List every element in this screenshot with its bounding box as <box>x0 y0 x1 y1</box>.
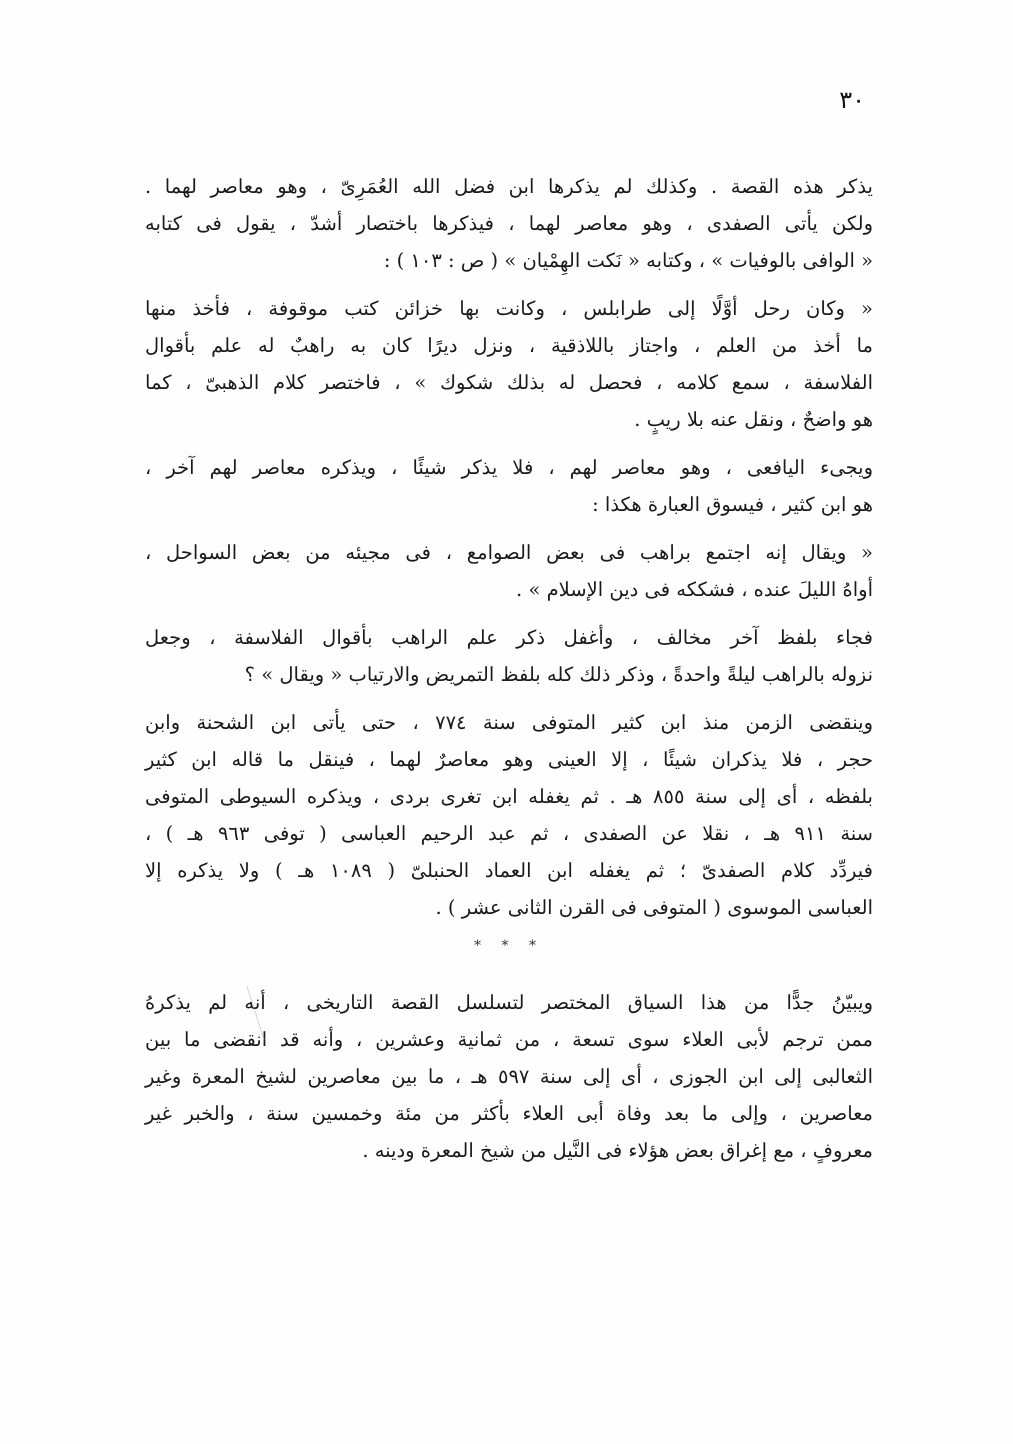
text-line: « وكان رحل أوَّلًا إلى طرابلس ، وكانت بها خزائن كتب موقوفة ، فأخذ منها <box>145 297 873 320</box>
text-line: هو ابن كثير ، فيسوق العبارة هكذا : <box>592 493 873 516</box>
text-line: ويجىء اليافعى ، وهو معاصر لهم ، فلا يذكر شيئًا ، ويذكره معاصر لهم آخر ، <box>145 456 873 479</box>
text-line: ما أخذ من العلم ، واجتاز باللاذقية ، ونزل ديرًا كان به راهبٌ له علم بأقوال <box>145 334 873 357</box>
text-line: يذكر هذه القصة . وكذلك لم يذكرها ابن فضل الله العُمَرِىّ ، وهو معاصر لهما . <box>145 175 873 198</box>
text-line: بلفظه ، أى إلى سنة ٨٥٥ هـ . ثم يغفله ابن تغرى بردى ، ويذكره السيوطى المتوفى <box>145 785 873 808</box>
text-line: العباسى الموسوى ( المتوفى فى القرن الثانى عشر ) . <box>435 896 873 919</box>
text-line: ويبيّنُ جدًّا من هذا السياق المختصر لتسلسل القصة التاريخى ، أنه لم يذكرهُ <box>145 991 873 1014</box>
text-line: « الوافى بالوفيات » ، وكتابه « نَكت الهِمْيان » ( ص : ١٠٣ ) : <box>383 249 873 272</box>
text-line: سنة ٩١١ هـ ، نقلا عن الصفدى ، ثم عبد الرحيم العباسى ( توفى ٩٦٣ هـ ) ، <box>145 822 873 845</box>
text-line: الثعالبى إلى ابن الجوزى ، أى إلى سنة ٥٩٧ هـ ، ما بين معاصرين لشيخ المعرة وغير <box>145 1065 873 1088</box>
text-line: معروفٍ ، مع إغراق بعض هؤلاء فى النَّيل من شيخ المعرة ودينه . <box>362 1139 873 1162</box>
paragraph-1 <box>145 168 873 279</box>
text-line: حجر ، فلا يذكران شيئًا ، إلا العينى وهو معاصرٌ لهما ، فينقل ما قاله ابن كثير <box>145 748 873 771</box>
paragraph-4-quote <box>145 534 873 608</box>
text-line: فيردِّد كلام الصفدىّ ؛ ثم يغفله ابن العماد الحنبلىّ ( ١٠٨٩ هـ ) ولا يذكره إلا <box>145 859 873 882</box>
text-line: وينقضى الزمن منذ ابن كثير المتوفى سنة ٧٧٤ ، حتى يأتى ابن الشحنة وابن <box>145 711 874 734</box>
text-line: معاصرين ، وإلى ما بعد وفاة أبى العلاء بأكثر من مئة وخمسين سنة ، والخبر غير <box>145 1102 873 1125</box>
paragraph-2-quote <box>145 290 873 438</box>
paragraph-6 <box>145 704 873 926</box>
text-line: فجاء بلفظ آخر مخالف ، وأغفل ذكر علم الراهب بأقوال الفلاسفة ، وجعل <box>145 626 873 649</box>
paragraph-3 <box>145 449 873 523</box>
main-text <box>145 168 873 1169</box>
text-line: ممن ترجم لأبى العلاء سوى تسعة ، من ثمانية وعشرين ، وأنه قد انقضى ما بين <box>145 1028 873 1051</box>
text-line: الفلاسفة ، سمع كلامه ، فحصل له بذلك شكوك » ، فاختصر كلام الذهبىّ ، كما <box>145 371 873 394</box>
text-line: نزوله بالراهب ليلةً واحدةً ، وذكر ذلك كله بلفظ التمريض والارتياب « ويقال » ؟ <box>244 663 873 686</box>
section-separator: * * * <box>474 938 544 954</box>
text-line: ولكن يأتى الصفدى ، وهو معاصر لهما ، فيذكرها باختصار أشدّ ، يقول فى كتابه <box>145 212 873 235</box>
text-line: هو واضحٌ ، ونقل عنه بلا ريبٍ . <box>634 408 873 431</box>
text-line: أواهُ الليلَ عنده ، فشككه فى دين الإسلام » . <box>516 578 873 601</box>
page-number: ٣٠ <box>839 86 865 114</box>
paragraph-5 <box>145 619 873 693</box>
text-line: « ويقال إنه اجتمع براهب فى بعض الصوامع ، فى مجيئه من بعض السواحل ، <box>145 541 873 564</box>
